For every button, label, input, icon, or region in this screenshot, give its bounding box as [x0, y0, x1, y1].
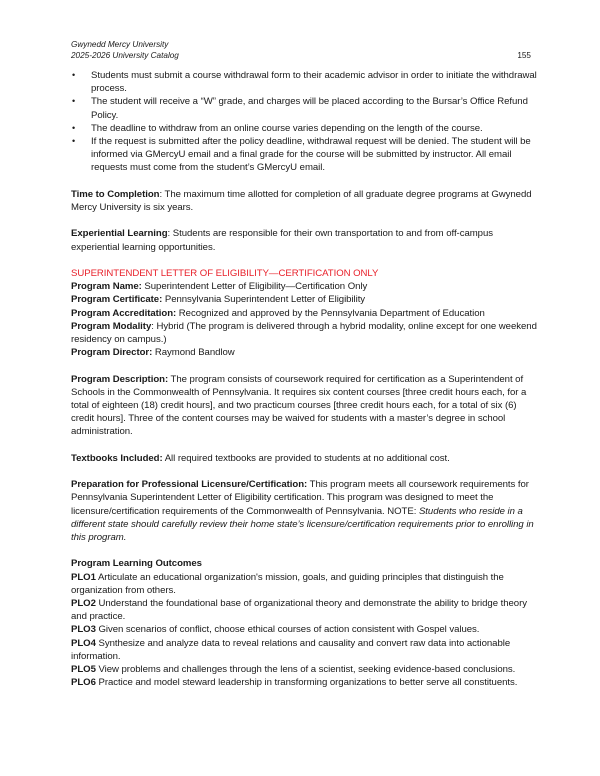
page-content [71, 69, 541, 689]
plo-item: PLO5 View problems and challenges through the lens of a scientist, seeking evidence-based conclusions. [71, 664, 516, 676]
experiential-learning: Experiential Learning: Students are responsible for their own transportation to and from off-campus experiential learning opportunities. [71, 228, 493, 253]
plo-item: PLO1 Articulate an educational organization's mission, goals, and guiding principles that distinguish the organization from others. [71, 571, 504, 596]
list-item: • The deadline to withdraw from an online course varies depending on the length of the course. [72, 122, 483, 134]
program-accreditation: Program Accreditation: Recognized and approved by the Pennsylvania Department of Education [71, 307, 485, 319]
page-header [71, 40, 531, 61]
bullet-icon: • [72, 122, 76, 133]
learning-outcomes [71, 557, 541, 689]
learning-outcomes-heading: Program Learning Outcomes [71, 558, 202, 570]
program-director: Program Director: Raymond Bandlow [71, 347, 235, 359]
licensure-preparation: Preparation for Professional Licensure/Certification: This program meets all coursework requirements for Pennsylvania Superintendent Letter of Eligibility certification. This program was designed to meet the licensure/certification requirements of the Commonwealth of Pennsylvania. NOTE: Students who reside in a different state should carefully review their home state’s licensure/certification requirements prior to enrolling in this program. [71, 479, 534, 544]
program-info [71, 280, 541, 359]
plo-item: PLO4 Synthesize and analyze data to reveal relations and causality and convert raw data into actionable information. [71, 637, 511, 662]
program-description: Program Description: The program consists of coursework required for certification as a Superintendent of Schools in the Commonwealth of Pennsylvania. It requires six content courses [three credit hours each, for a total of eighteen (18) credit hours], and two practicum courses [three credit hours each, for a total of six (6) credit hours]. Three of the content courses may be waived for students with a master’s degree in school administration. [71, 373, 527, 438]
experiential-learning-label: Experiential Learning [71, 228, 168, 240]
plo-item: PLO2 Understand the foundational base of organizational theory and demonstrate the ability to bridge theory and practice. [71, 598, 527, 623]
list-item: • If the request is submitted after the policy deadline, withdrawal request will be denied. The student will be informed via GMercyU email and a final grade for the course will be submitted by instructor. All email requests must come from the student’s GMercyU email. [72, 136, 531, 174]
bullet-icon: • [72, 70, 76, 80]
licensure-note: Students who reside in a different state should carefully review their home state’s licensure/certification requirements prior to enrolling in this program. [71, 505, 534, 544]
time-to-completion-label: Time to Completion [71, 188, 160, 200]
section-heading: SUPERINTENDENT LETTER OF ELIGIBILITY—CERTIFICATION ONLY [71, 268, 379, 279]
plo-item: PLO3 Given scenarios of conflict, choose ethical courses of action consistent with Gospel values. [71, 624, 480, 636]
list-item: • The student will receive a “W” grade, and charges will be placed according to the Bursar’s Office Refund Policy. [72, 96, 528, 121]
program-name: Program Name: Superintendent Letter of Eligibility—Certification Only [71, 281, 368, 293]
list-item: • Students must submit a course withdrawal form to their academic advisor in order to initiate the withdrawal process. [72, 70, 537, 95]
plo-item: PLO6 Practice and model steward leadership in transforming organizations to better serve all constituents. [71, 677, 518, 689]
page-number: 155 [517, 50, 531, 60]
time-to-completion: Time to Completion: The maximum time allotted for completion of all graduate degree programs at Gwynedd Mercy University is six years. [71, 188, 532, 214]
withdrawal-policy-list [71, 69, 541, 175]
program-modality: Program Modality: Hybrid (The program is delivered through a hybrid modality, online except for one weekend residency on campus.) [71, 320, 537, 346]
institution-name: Gwynedd Mercy University [71, 40, 169, 49]
textbooks-included: Textbooks Included: All required textbooks are provided to students at no additional cost. [71, 452, 450, 464]
catalog-title: 2025-2026 University Catalog [71, 50, 179, 60]
bullet-icon: • [72, 136, 76, 147]
program-certificate: Program Certificate: Pennsylvania Superintendent Letter of Eligibility [71, 294, 366, 306]
bullet-icon: • [72, 96, 76, 107]
